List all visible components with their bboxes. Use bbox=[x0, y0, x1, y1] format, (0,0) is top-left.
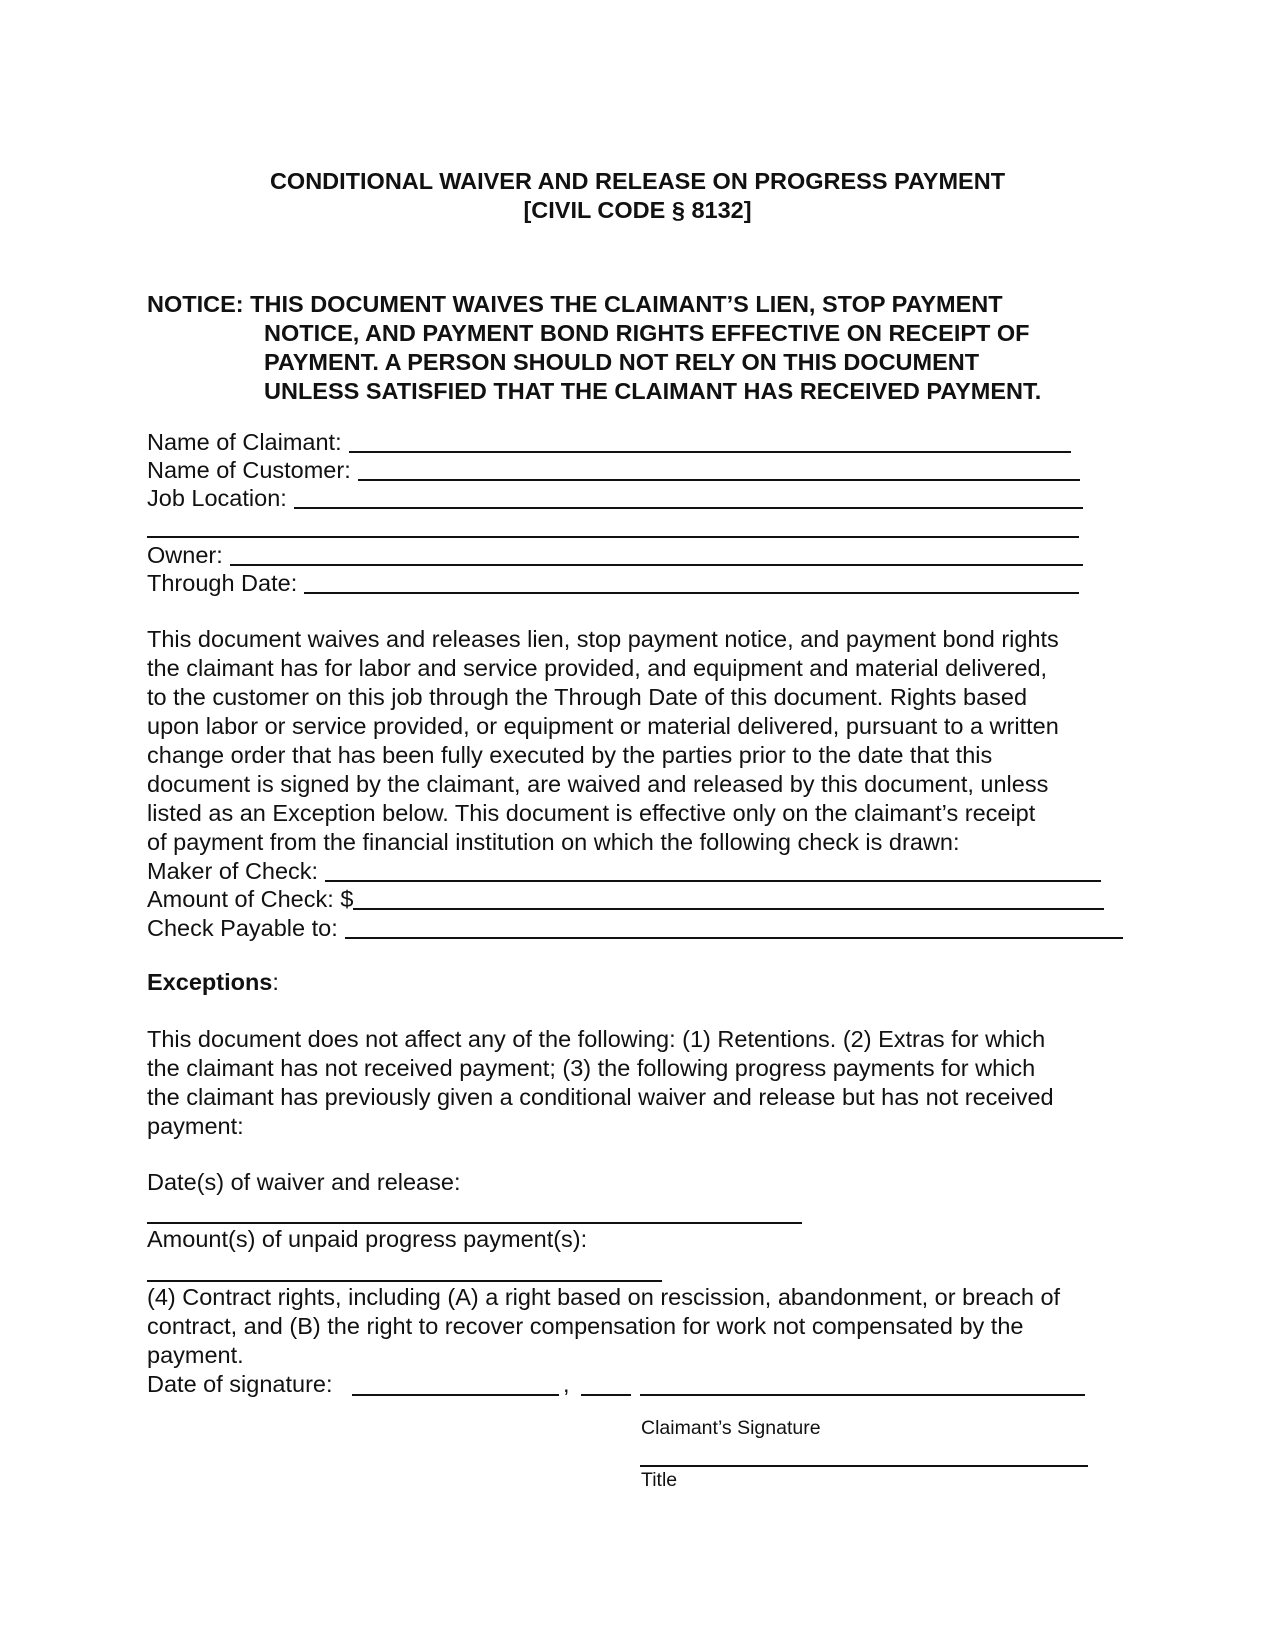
title-blank[interactable] bbox=[640, 1465, 1088, 1467]
paragraph-line: listed as an Exception below. This document is effective only on the claimant’s receipt bbox=[147, 800, 1036, 826]
claimant-signature-label: Claimant’s Signature bbox=[641, 1417, 821, 1439]
contract-rights-paragraph bbox=[147, 1283, 1137, 1370]
paragraph-line: change order that has been fully executed by the parties prior to the date that this bbox=[147, 742, 993, 768]
exceptions-heading-line bbox=[147, 968, 1137, 997]
notice-line: NOTICE: THIS DOCUMENT WAIVES THE CLAIMANT’S LIEN, STOP PAYMENT bbox=[147, 291, 1003, 317]
owner-label: Owner: bbox=[147, 542, 223, 568]
maker-of-check-label: Maker of Check: bbox=[147, 858, 319, 884]
waiver-paragraph bbox=[147, 625, 1137, 857]
notice-block bbox=[147, 290, 1127, 406]
paragraph-line: of payment from the financial institution on which the following check is drawn: bbox=[147, 829, 960, 855]
job-location-continuation-blank[interactable] bbox=[147, 536, 1079, 538]
paragraph-line: upon labor or service provided, or equipment or material delivered, pursuant to a written bbox=[147, 713, 1059, 739]
paragraph-line: payment: bbox=[147, 1113, 244, 1139]
amount-of-check-blank[interactable] bbox=[353, 886, 1104, 910]
through-date-label: Through Date: bbox=[147, 570, 298, 596]
paragraph-line: payment. bbox=[147, 1342, 244, 1368]
exceptions-heading-colon: : bbox=[272, 969, 279, 995]
unpaid-amounts-blank[interactable] bbox=[147, 1280, 662, 1282]
date-comma-text: , bbox=[563, 1371, 570, 1397]
unpaid-amounts-row bbox=[147, 1225, 1137, 1254]
date-comma bbox=[563, 1370, 583, 1399]
dates-of-waiver-blank[interactable] bbox=[147, 1222, 802, 1224]
notice-line: UNLESS SATISFIED THAT THE CLAIMANT HAS RECEIVED PAYMENT. bbox=[264, 378, 1042, 404]
job-location-blank[interactable] bbox=[294, 485, 1083, 509]
amount-of-check-field bbox=[147, 885, 1104, 914]
dates-of-waiver-label: Date(s) of waiver and release: bbox=[147, 1169, 461, 1195]
amount-of-check-label: Amount of Check: $ bbox=[147, 886, 354, 912]
through-date-field bbox=[147, 569, 1079, 598]
paragraph-line: to the customer on this job through the Through Date of this document. Rights based bbox=[147, 684, 1028, 710]
dates-of-waiver-row bbox=[147, 1168, 1137, 1197]
paragraph-line: This document waives and releases lien, stop payment notice, and payment bond rights bbox=[147, 626, 1059, 652]
paragraph-line: the claimant has not received payment; (3) the following progress payments for which bbox=[147, 1055, 1036, 1081]
job-location-field bbox=[147, 484, 1083, 513]
job-location-label: Job Location: bbox=[147, 485, 287, 511]
customer-blank[interactable] bbox=[358, 457, 1080, 481]
maker-of-check-blank[interactable] bbox=[325, 858, 1101, 882]
customer-label: Name of Customer: bbox=[147, 457, 351, 483]
date-of-signature-label: Date of signature: bbox=[147, 1371, 333, 1397]
date-year-blank[interactable] bbox=[581, 1394, 631, 1396]
customer-field bbox=[147, 456, 1080, 485]
exceptions-paragraph bbox=[147, 1025, 1137, 1141]
paragraph-line: This document does not affect any of the following: (1) Retentions. (2) Extras for which bbox=[147, 1026, 1046, 1052]
claimant-signature-blank[interactable] bbox=[640, 1394, 1085, 1396]
owner-field bbox=[147, 541, 1083, 570]
notice-line: NOTICE, AND PAYMENT BOND RIGHTS EFFECTIVE ON RECEIPT OF bbox=[264, 320, 1030, 346]
paragraph-line: contract, and (B) the right to recover compensation for work not compensated by the bbox=[147, 1313, 1024, 1339]
unpaid-amounts-label: Amount(s) of unpaid progress payment(s): bbox=[147, 1226, 588, 1252]
claimant-label: Name of Claimant: bbox=[147, 429, 342, 455]
owner-blank[interactable] bbox=[230, 542, 1083, 566]
date-of-signature-blank[interactable] bbox=[352, 1394, 559, 1396]
paragraph-line: (4) Contract rights, including (A) a right based on rescission, abandonment, or breach of bbox=[147, 1284, 1061, 1310]
paragraph-line: the claimant has previously given a conditional waiver and release but has not received bbox=[147, 1084, 1054, 1110]
notice-line: PAYMENT. A PERSON SHOULD NOT RELY ON THIS DOCUMENT bbox=[264, 349, 980, 375]
document-subtitle: [CIVIL CODE § 8132] bbox=[523, 197, 752, 223]
claimant-field bbox=[147, 428, 1071, 457]
title-label: Title bbox=[641, 1469, 678, 1491]
through-date-blank[interactable] bbox=[304, 570, 1079, 594]
exceptions-heading-row bbox=[147, 968, 1137, 997]
paragraph-line: document is signed by the claimant, are waived and released by this document, unless bbox=[147, 771, 1049, 797]
check-payable-label: Check Payable to: bbox=[147, 915, 338, 941]
check-payable-field bbox=[147, 914, 1123, 943]
document-title: CONDITIONAL WAIVER AND RELEASE ON PROGRESS PAYMENT bbox=[269, 168, 1006, 194]
exceptions-heading: Exceptions bbox=[147, 969, 273, 995]
paragraph-line: the claimant has for labor and service provided, and equipment and material delivered, bbox=[147, 655, 1048, 681]
maker-of-check-field bbox=[147, 857, 1101, 886]
check-payable-blank[interactable] bbox=[345, 915, 1123, 939]
claimant-blank[interactable] bbox=[349, 429, 1071, 453]
